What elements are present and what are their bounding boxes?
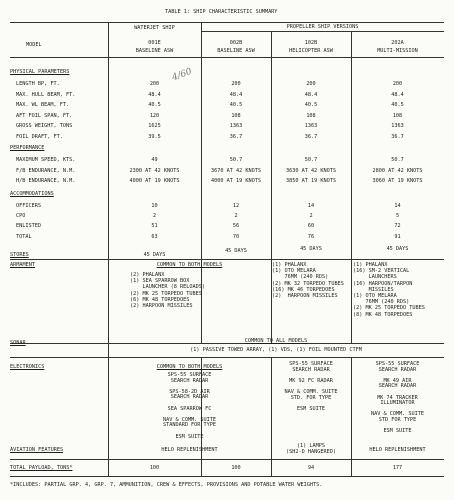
performance-row-label: F/B ENDURANCE, N.M. bbox=[16, 167, 76, 174]
physical-row-cell: 48.4 bbox=[304, 91, 318, 98]
physical-row-cell: 1625 bbox=[148, 123, 161, 130]
performance-row-cell: 4000 AT 19 KNOTS bbox=[211, 178, 261, 185]
waterjet-header: WATERJET SHIP bbox=[134, 25, 175, 31]
accommodation-row-cell: 2 bbox=[309, 213, 313, 220]
aviation-col4: HELO REPLENISHMENT bbox=[369, 447, 426, 453]
performance-row-cell: 50.7 bbox=[304, 157, 318, 163]
physical-row-cell: 39.5 bbox=[148, 134, 161, 140]
accommodation-row-cell: 63 bbox=[151, 233, 158, 240]
electronics-col3-list: SPS-55 SURFACE SEARCH RADAR MK 92 FC RADAR NAV & COMM. SUITE STD. FOR TYPE ESM SUITE bbox=[284, 361, 338, 412]
physical-row-label: FOIL DRAFT, FT. bbox=[16, 134, 63, 140]
section-armament: ARMAMENT bbox=[10, 262, 35, 268]
propeller-subrule bbox=[201, 31, 444, 32]
physical-row-cell: 36.7 bbox=[229, 134, 243, 140]
performance-row-cell: 3670 AT 42 KNOTS bbox=[211, 167, 261, 174]
payload-col3: 94 bbox=[307, 465, 315, 471]
accommodation-row-label: ENLISTED bbox=[16, 223, 41, 230]
physical-row-cell: 40.5 bbox=[229, 102, 243, 109]
physical-row-cell: 108 bbox=[306, 112, 316, 119]
payload-top-rule bbox=[10, 459, 444, 460]
physical-row-cell: 40.5 bbox=[148, 102, 161, 109]
accommodation-row-cell: 10 bbox=[151, 203, 158, 209]
col2-code: 002B bbox=[229, 40, 243, 46]
accommodation-row-cell: 91 bbox=[394, 233, 401, 240]
section-performance: PERFORMANCE bbox=[10, 145, 45, 151]
physical-row-cell: 36.7 bbox=[391, 134, 404, 140]
section-aviation: AVIATION FEATURES bbox=[10, 447, 64, 453]
armament-col4-list: (1) PHALANX (16) SM-2 VERTICAL LAUNCHERS (16) HARPOON/TARPON MISSILES (1) OTO MELARA 76MM (240 RDS) (2) MK 25 TORPEDO TUBES (8) MK 48 TORPEDOES bbox=[353, 262, 425, 318]
physical-row-cell: 1363 bbox=[229, 123, 243, 130]
performance-row-cell: 50.7 bbox=[391, 157, 404, 163]
armament-col3-list: (1) PHALANX (1) OTO MELARA 76MM (240 RDS) (2) MK 32 TORPEDO TUBES (16) MK 46 TORPEDOES (2) HARPOON MISSILES bbox=[272, 262, 344, 300]
performance-row-label: H/B ENDURANCE, N.M. bbox=[16, 178, 76, 185]
physical-row-label: AFT FOIL SPAN, FT. bbox=[16, 112, 73, 119]
armament-common-heading: COMMON TO BOTH MODELS bbox=[156, 262, 223, 268]
section-stores: STORES bbox=[10, 252, 29, 258]
section-electronics: ELECTRONICS bbox=[10, 364, 45, 370]
physical-row-cell: 200 bbox=[231, 81, 241, 87]
accommodation-row-cell: 14 bbox=[394, 203, 401, 209]
physical-row-cell: 48.4 bbox=[391, 91, 404, 98]
col1-name: BASELINE ASW bbox=[135, 48, 174, 54]
sonar-line: (1) PASSIVE TOWED ARRAY, (1) VDS, (1) FOIL MOUNTED CTFM bbox=[190, 347, 362, 353]
accommodation-row-cell: 72 bbox=[394, 223, 401, 230]
col4-code: 202A bbox=[391, 40, 404, 46]
physical-row-cell: 200 bbox=[306, 81, 316, 87]
physical-row-cell: 40.5 bbox=[391, 102, 404, 109]
performance-row-cell: 2300 AT 42 KNOTS bbox=[129, 167, 180, 174]
aviation-col3: (1) LAMPS (SH2-D HANGERED) bbox=[286, 443, 336, 456]
top-rule bbox=[10, 22, 444, 23]
accommodation-row-cell: 56 bbox=[232, 223, 240, 230]
physical-row-cell: 48.4 bbox=[148, 91, 161, 98]
stores-col3: 45 DAYS bbox=[300, 246, 322, 252]
physical-row-cell: 200 bbox=[149, 81, 160, 87]
performance-row-label: MAXIMUM SPEED, KTS. bbox=[16, 157, 76, 163]
payload-col1: 100 bbox=[149, 465, 160, 471]
accommodation-row-cell: 5 bbox=[395, 213, 400, 220]
performance-row-cell: 49 bbox=[151, 157, 158, 163]
accommodation-row-cell: 51 bbox=[151, 223, 158, 230]
payload-col4: 177 bbox=[392, 465, 403, 471]
physical-row-cell: 40.5 bbox=[304, 102, 318, 109]
propeller-header: PROPELLER SHIP VERSIONS bbox=[286, 24, 359, 30]
physical-row-label: MAX. HULL BEAM, FT. bbox=[16, 91, 76, 98]
col3-name: HELICOPTER ASW bbox=[289, 48, 333, 54]
physical-row-cell: 200 bbox=[392, 81, 403, 87]
sonar-common-heading: COMMON TO ALL MODELS bbox=[244, 338, 308, 344]
col3-code: 102B bbox=[304, 40, 318, 46]
stores-col2: 45 DAYS bbox=[225, 248, 247, 254]
table-title: TABLE 1: SHIP CHARACTERISTIC SUMMARY bbox=[165, 9, 278, 15]
performance-row-cell: 3850 AT 19 KNOTS bbox=[286, 178, 336, 185]
stores-col1: 45 DAYS bbox=[143, 252, 166, 258]
performance-row-cell: 3630 AT 42 KNOTS bbox=[286, 167, 336, 174]
accommodation-row-cell: 60 bbox=[307, 223, 315, 230]
section-accommodations: ACCOMMODATIONS bbox=[10, 191, 54, 197]
physical-row-cell: 48.4 bbox=[229, 91, 243, 98]
performance-row-cell: 2800 AT 42 KNOTS bbox=[372, 167, 423, 174]
col1-code: 001E bbox=[148, 40, 161, 46]
electronics-common-heading: COMMON TO BOTH MODELS bbox=[156, 364, 223, 370]
header-bottom-rule bbox=[10, 57, 444, 58]
accommodation-row-cell: 76 bbox=[307, 233, 315, 240]
physical-row-cell: 120 bbox=[149, 112, 160, 119]
col2-name: BASELINE ASW bbox=[217, 48, 255, 54]
section-physical: PHYSICAL PARAMETERS bbox=[10, 69, 70, 75]
electronics-col4-list: SPS-55 SURFACE SEARCH RADAR MK 49 AIR SEARCH RADAR MK 74 TRACKER ILLUMINATOR NAV & COMM. SUITE STD FOR TYPE ESM SUITE bbox=[370, 361, 425, 435]
payload-col2: 100 bbox=[231, 465, 241, 471]
electronics-top-rule bbox=[10, 357, 444, 358]
accommodation-row-cell: 14 bbox=[307, 203, 315, 209]
performance-row-cell: 4000 AT 19 KNOTS bbox=[129, 178, 180, 185]
physical-row-label: LENGTH BP, FT. bbox=[16, 81, 60, 87]
armament-rule bbox=[10, 259, 444, 260]
section-payload: TOTAL PAYLOAD, TONS* bbox=[10, 465, 73, 471]
accommodation-row-label: CPO bbox=[16, 213, 26, 220]
model-header: MODEL bbox=[26, 42, 42, 48]
accommodation-row-label: TOTAL bbox=[16, 233, 32, 240]
armament-common-list: (2) PHALANX (1) SEA SPARROW BOX LAUNCHER (8 RELOADS) (2) MK 25 TORPEDO TUBES (6) MK 48 TORPEDOES (2) HARPOON MISSILES bbox=[130, 272, 205, 310]
physical-row-cell: 108 bbox=[231, 112, 241, 119]
accommodation-row-label: OFFICERS bbox=[16, 203, 41, 209]
handwritten-annotation: 4/60 bbox=[170, 66, 194, 84]
col4-name: MULTI-MISSION bbox=[377, 48, 418, 54]
physical-row-cell: 108 bbox=[392, 112, 403, 119]
accommodation-row-cell: 2 bbox=[234, 213, 238, 220]
payload-bottom-rule bbox=[10, 476, 444, 477]
electronics-common-list: SPS-55 SURFACE SEARCH RADAR SPS-58-2D AIR SEARCH RADAR SEA SPARROW FC NAV & COMM. SUITE STANDARD FOR TYPE ESM SUITE bbox=[162, 372, 217, 440]
stores-col4: 45 DAYS bbox=[386, 246, 409, 252]
col-divider-4 bbox=[351, 31, 352, 343]
accommodation-row-cell: 2 bbox=[152, 213, 157, 220]
physical-row-cell: 1363 bbox=[304, 123, 318, 130]
accommodation-row-cell: 12 bbox=[232, 203, 240, 209]
aviation-common: HELO REPLENISHMENT bbox=[161, 447, 218, 453]
physical-row-cell: 36.7 bbox=[304, 134, 318, 140]
section-sonar: SONAR bbox=[10, 340, 26, 346]
performance-row-cell: 50.7 bbox=[229, 157, 243, 163]
physical-row-cell: 1363 bbox=[391, 123, 404, 130]
physical-row-label: GROSS WEIGHT, TONS bbox=[16, 123, 73, 130]
footnote: *INCLUDES: PARTIAL GRP. 4, GRP. 7, AMMUNITION, CREW & EFFECTS, PROVISIONS AND POTABLE WATER WEIGHTS. bbox=[10, 482, 323, 488]
physical-row-label: MAX. WL BEAM, FT. bbox=[16, 102, 70, 109]
accommodation-row-cell: 70 bbox=[232, 233, 240, 240]
performance-row-cell: 3060 AT 19 KNOTS bbox=[372, 178, 423, 185]
